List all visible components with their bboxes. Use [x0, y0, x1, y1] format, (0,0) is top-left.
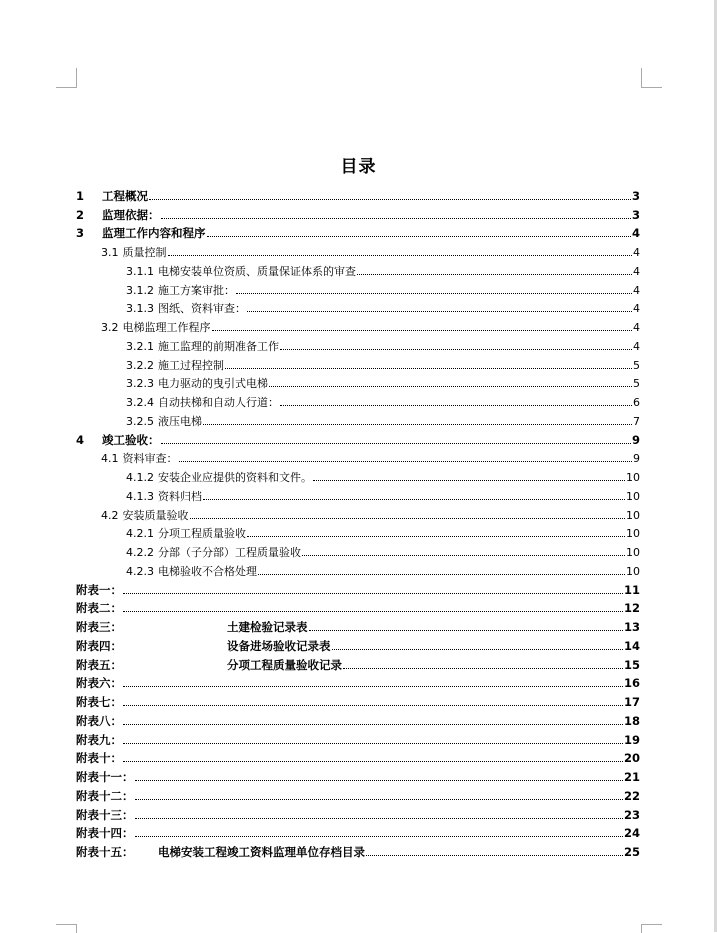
- toc-entry[interactable]: [76, 672, 640, 691]
- toc-entry-label: [76, 227, 206, 240]
- toc-entry-number: 3.2.2: [126, 358, 154, 372]
- toc-entry-text: 电梯安装单位资质、质量保证体系的审查: [158, 264, 356, 278]
- toc-page-number: 13: [623, 620, 640, 634]
- toc-entry-text: 液压电梯: [158, 414, 202, 428]
- toc-entry-number: 附表五：: [76, 657, 122, 672]
- toc-dot-leader: [247, 311, 632, 312]
- toc-dot-leader: [123, 761, 623, 762]
- toc-entry-number: 4.2: [101, 508, 119, 522]
- toc-entry[interactable]: [76, 559, 640, 578]
- toc-entry[interactable]: [76, 709, 640, 728]
- toc-entry-text: 分部（子分部）工程质量验收: [158, 546, 301, 559]
- toc-page-number: 4: [633, 264, 640, 278]
- toc-entry[interactable]: [76, 240, 640, 259]
- toc-dot-leader: [280, 349, 632, 350]
- toc-entry-text: 图纸、资料审查：: [158, 302, 246, 316]
- toc-page-number: 25: [623, 845, 640, 859]
- page-title: 目录: [340, 157, 377, 177]
- toc-entry-text: 安装质量验收: [122, 508, 189, 522]
- toc-entry[interactable]: [76, 315, 640, 334]
- toc-entry-text: 施工监理的前期准备工作: [158, 339, 279, 353]
- toc-entry-label: [101, 452, 178, 465]
- toc-entry[interactable]: [76, 784, 640, 803]
- toc-entry[interactable]: [76, 690, 640, 709]
- toc-dot-leader: [332, 649, 623, 650]
- toc-entry-label: [101, 509, 189, 522]
- toc-entry-label: [76, 621, 308, 634]
- toc-entry-number: 3.2.1: [126, 339, 154, 353]
- toc-page-number: 18: [623, 713, 640, 728]
- toc-entry-label: [76, 584, 122, 597]
- toc-entry-label: [76, 752, 122, 765]
- toc-dot-leader: [123, 686, 623, 687]
- toc-page-number: 10: [626, 489, 640, 503]
- toc-entry[interactable]: [76, 203, 640, 222]
- toc-entry[interactable]: [76, 409, 640, 428]
- toc-entry-label: [126, 471, 312, 484]
- toc-entry-label: [126, 265, 356, 278]
- toc-dot-leader: [207, 236, 631, 237]
- toc-entry-number: 3.1.3: [126, 302, 154, 316]
- toc-entry-text: 施工过程控制: [158, 358, 224, 372]
- toc-dot-leader: [123, 705, 623, 706]
- toc-entry-text: 土建检验记录表: [227, 620, 308, 634]
- toc-entry-text: 资料审查：: [122, 452, 178, 466]
- toc-entry-text: 分项工程质量验收记录: [227, 657, 342, 672]
- crop-mark-top-left: [56, 68, 77, 88]
- toc-page-number: 12: [623, 601, 640, 616]
- toc-dot-leader: [269, 386, 632, 387]
- toc-entry-number: 3.2.3: [126, 377, 154, 391]
- toc-entry-number: 3.1: [101, 246, 119, 259]
- toc-entry-number: 4.1.2: [126, 471, 154, 484]
- toc-entry-text: 安装企业应提供的资料和文件。: [158, 471, 312, 484]
- toc-entry[interactable]: [76, 372, 640, 391]
- toc-page-number: 19: [623, 732, 640, 747]
- toc-entry-text: 质量控制: [122, 246, 167, 259]
- toc-page-number: 10: [626, 508, 640, 522]
- toc-entry-label: [76, 640, 331, 653]
- toc-dot-leader: [190, 518, 626, 519]
- toc-entry-number: 1: [76, 188, 85, 203]
- toc-dot-leader: [357, 274, 632, 275]
- toc-entry[interactable]: [76, 597, 640, 616]
- toc-dot-leader: [366, 855, 623, 856]
- toc-entry-label: [101, 246, 167, 259]
- toc-entry[interactable]: [76, 540, 640, 559]
- toc-entry-number: 3.2.4: [126, 396, 154, 409]
- toc-entry-number: 附表八：: [76, 713, 122, 728]
- toc-page-number: 3: [631, 207, 640, 222]
- toc-page-number: 21: [623, 770, 640, 784]
- toc-entry-label: [76, 715, 122, 728]
- toc-page-number: 9: [631, 432, 640, 447]
- toc-entry-label: [126, 565, 257, 578]
- toc-dot-leader: [149, 199, 631, 200]
- toc-entry[interactable]: [76, 822, 640, 841]
- toc-entry[interactable]: [76, 465, 640, 484]
- toc-entry-label: [76, 790, 134, 803]
- toc-entry-label: [126, 359, 224, 372]
- table-of-contents: [76, 184, 640, 859]
- toc-page-number: 20: [623, 751, 640, 766]
- toc-entry[interactable]: [76, 840, 640, 859]
- toc-page-number: 14: [623, 638, 640, 653]
- toc-entry-text: 电梯安装工程竣工资料监理单位存档目录: [158, 845, 365, 859]
- toc-entry[interactable]: [76, 278, 640, 297]
- toc-entry[interactable]: [76, 259, 640, 278]
- toc-entry-label: [76, 209, 160, 222]
- toc-entry[interactable]: [76, 803, 640, 822]
- toc-page-number: 16: [623, 676, 640, 691]
- toc-dot-leader: [123, 724, 623, 725]
- toc-entry[interactable]: [76, 728, 640, 747]
- toc-entry[interactable]: [76, 634, 640, 653]
- toc-page-number: 11: [623, 582, 640, 597]
- toc-dot-leader: [225, 368, 632, 369]
- toc-entry-label: [76, 602, 122, 615]
- toc-entry-number: 附表二：: [76, 601, 122, 616]
- toc-dot-leader: [179, 461, 633, 462]
- toc-page-number: 3: [631, 188, 640, 203]
- toc-entry-text: 工程概况: [102, 188, 148, 203]
- toc-entry-label: [101, 321, 211, 334]
- toc-entry-label: [76, 696, 122, 709]
- toc-entry[interactable]: [76, 447, 640, 466]
- toc-entry-number: 3.1.1: [126, 264, 154, 278]
- toc-entry-number: 4.2.1: [126, 527, 154, 541]
- crop-mark-top-right: [641, 68, 662, 88]
- toc-entry[interactable]: [76, 765, 640, 784]
- toc-entry-label: [126, 415, 202, 428]
- toc-entry-text: 电梯监理工作程序: [122, 321, 211, 334]
- toc-page-number: 10: [626, 546, 640, 559]
- toc-entry-number: 4.1: [101, 452, 119, 466]
- toc-entry-number: 附表三：: [76, 620, 122, 634]
- toc-entry-label: [76, 846, 365, 859]
- toc-entry-label: [76, 827, 134, 840]
- toc-entry[interactable]: [76, 484, 640, 503]
- toc-entry-number: 附表十四：: [76, 826, 134, 841]
- toc-entry-number: 2: [76, 207, 85, 222]
- toc-page-number: 9: [633, 452, 640, 466]
- toc-page-number: 23: [623, 807, 640, 822]
- toc-entry[interactable]: [76, 653, 640, 672]
- toc-entry[interactable]: [76, 428, 640, 447]
- toc-entry-label: [126, 340, 279, 353]
- toc-dot-leader: [247, 536, 625, 537]
- toc-page-number: 6: [633, 396, 640, 409]
- toc-page-number: 4: [633, 302, 640, 316]
- toc-entry-text: 分项工程质量验收: [158, 527, 246, 541]
- toc-entry-text: 自动扶梯和自动人行道：: [158, 396, 279, 409]
- toc-dot-leader: [135, 780, 623, 781]
- toc-dot-leader: [135, 818, 623, 819]
- toc-entry[interactable]: [76, 522, 640, 541]
- toc-entry-number: 3.2.5: [126, 414, 154, 428]
- toc-dot-leader: [123, 593, 623, 594]
- toc-dot-leader: [123, 611, 623, 612]
- toc-entry-number: 附表四：: [76, 638, 122, 653]
- toc-entry[interactable]: [76, 615, 640, 634]
- toc-entry[interactable]: [76, 297, 640, 316]
- toc-page-number: 5: [633, 377, 640, 391]
- toc-entry-text: 监理依据：: [102, 207, 160, 222]
- toc-entry-number: 附表十二：: [76, 788, 134, 803]
- toc-entry-label: [76, 734, 122, 747]
- toc-page-number: 4: [633, 339, 640, 353]
- toc-entry-text: 竣工验收：: [102, 432, 160, 447]
- toc-entry-label: [76, 677, 122, 690]
- toc-entry-number: 4.2.3: [126, 564, 154, 578]
- toc-page-number: 7: [633, 414, 640, 428]
- toc-entry-label: [76, 190, 148, 203]
- toc-dot-leader: [135, 836, 623, 837]
- toc-entry-label: [126, 396, 279, 409]
- toc-page-number: 10: [626, 471, 640, 484]
- toc-page-number: 10: [626, 564, 640, 578]
- toc-dot-leader: [161, 218, 631, 219]
- toc-entry[interactable]: [76, 578, 640, 597]
- toc-entry-label: [76, 809, 134, 822]
- toc-page-number: 4: [631, 226, 640, 241]
- toc-entry-number: 3.2: [101, 321, 119, 334]
- toc-entry[interactable]: [76, 353, 640, 372]
- toc-entry-number: 附表七：: [76, 695, 122, 709]
- toc-dot-leader: [280, 405, 632, 406]
- toc-entry-label: [76, 434, 160, 447]
- toc-entry-number: 附表十一：: [76, 770, 134, 784]
- toc-entry-label: [126, 377, 268, 390]
- toc-entry-number: 附表六：: [76, 676, 122, 691]
- toc-entry-text: 资料归档: [158, 489, 202, 503]
- toc-page-number: 15: [623, 657, 640, 672]
- toc-entry-number: 附表十五：: [76, 845, 134, 859]
- toc-page-number: 4: [633, 246, 640, 259]
- toc-dot-leader: [343, 668, 623, 669]
- toc-entry-number: 4: [76, 432, 85, 447]
- toc-dot-leader: [313, 480, 625, 481]
- toc-entry-label: [126, 546, 301, 559]
- toc-entry-number: 3: [76, 226, 85, 241]
- toc-page-number: 5: [633, 358, 640, 372]
- toc-entry[interactable]: [76, 747, 640, 766]
- toc-dot-leader: [203, 499, 625, 500]
- toc-entry-label: [126, 284, 235, 297]
- toc-dot-leader: [168, 255, 633, 256]
- toc-entry-label: [126, 302, 246, 315]
- toc-entry[interactable]: [76, 184, 640, 203]
- toc-entry[interactable]: [76, 334, 640, 353]
- toc-entry-number: 4.1.3: [126, 489, 154, 503]
- toc-entry-number: 附表一：: [76, 582, 122, 597]
- toc-dot-leader: [236, 293, 632, 294]
- toc-dot-leader: [302, 555, 625, 556]
- toc-entry-text: 施工方案审批：: [158, 283, 235, 297]
- toc-entry[interactable]: [76, 503, 640, 522]
- toc-entry-number: 3.1.2: [126, 283, 154, 297]
- toc-entry-label: [126, 490, 202, 503]
- toc-entry-text: 设备进场验收记录表: [227, 638, 331, 653]
- toc-entry-number: 附表十三：: [76, 807, 134, 822]
- toc-dot-leader: [135, 799, 623, 800]
- toc-entry-text: 电梯验收不合格处理: [158, 564, 257, 578]
- toc-entry-label: [126, 527, 246, 540]
- toc-entry-number: 附表九：: [76, 732, 122, 747]
- toc-page-number: 4: [633, 283, 640, 297]
- toc-entry-text: 监理工作内容和程序: [102, 226, 206, 241]
- toc-dot-leader: [203, 424, 632, 425]
- toc-entry[interactable]: [76, 390, 640, 409]
- toc-entry-label: [76, 771, 134, 784]
- toc-page-number: 22: [623, 788, 640, 803]
- toc-dot-leader: [123, 743, 623, 744]
- toc-dot-leader: [212, 330, 633, 331]
- toc-page-number: 24: [623, 826, 640, 841]
- toc-entry-label: [76, 659, 342, 672]
- toc-dot-leader: [309, 630, 623, 631]
- toc-page-number: 17: [623, 695, 640, 709]
- toc-entry-number: 附表十：: [76, 751, 122, 766]
- toc-page-number: 10: [626, 527, 640, 541]
- toc-dot-leader: [161, 443, 631, 444]
- toc-dot-leader: [258, 574, 625, 575]
- toc-page-number: 4: [633, 321, 640, 334]
- toc-entry-number: 4.2.2: [126, 546, 154, 559]
- toc-entry-text: 电力驱动的曳引式电梯: [158, 377, 268, 391]
- toc-entry[interactable]: [76, 222, 640, 241]
